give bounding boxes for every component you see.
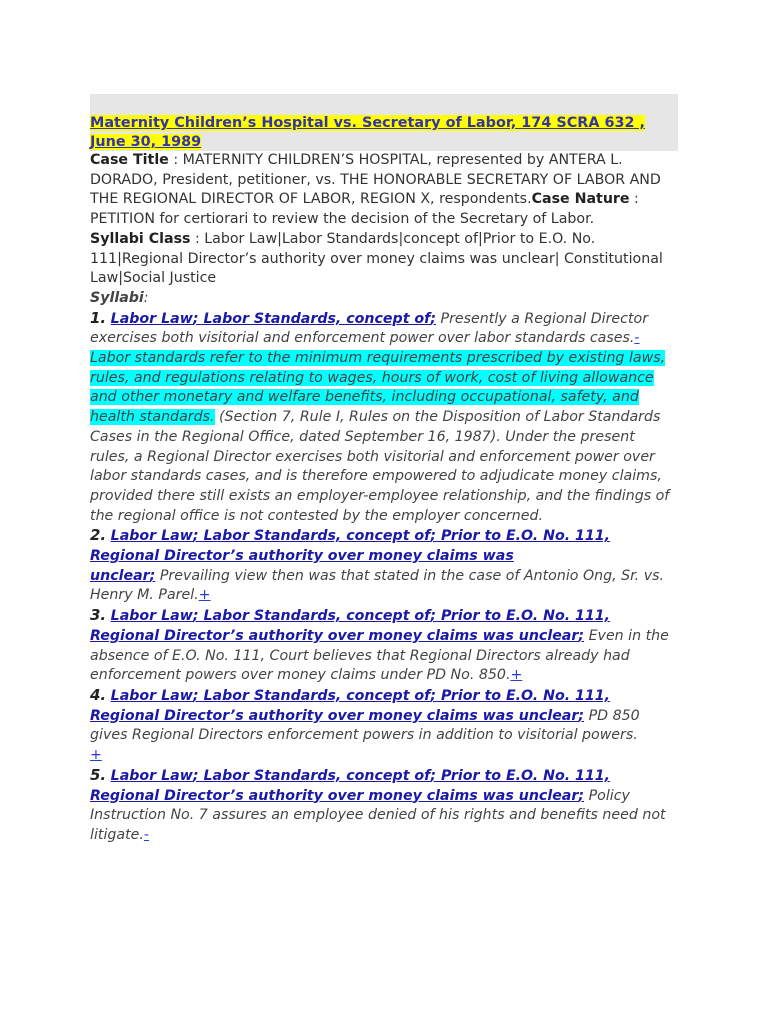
case-body bbox=[90, 151, 678, 846]
link-labor-law[interactable]: Labor Law bbox=[110, 687, 193, 704]
link-prior-eo-111[interactable]: Prior to E.O. No. 111, bbox=[436, 687, 611, 704]
item-detail: (Section 7, Rule I, Rules on the Disposition of Labor Standards Cases in the Regional Office, dated September 16, 1987). Under the present rules, a Regional Director exercises both visitorial and enforcement power over labor standards cases, and is therefore empowered to adjudicate money claims, provided there still exists an employer-employee relationship, and the findings of the regional office is not contested by the employer concerned. bbox=[90, 409, 670, 524]
link-separator[interactable]: ; bbox=[192, 767, 199, 784]
syllabus-item-2 bbox=[90, 526, 678, 606]
link-labor-law[interactable]: Labor Law bbox=[110, 310, 193, 327]
syllabi-heading bbox=[90, 289, 678, 309]
link-separator[interactable]: ; bbox=[192, 310, 199, 327]
syllabus-item-4 bbox=[90, 686, 678, 766]
collapse-toggle[interactable]: - bbox=[634, 330, 640, 347]
syllabi-class-label: Syllabi Class bbox=[90, 230, 191, 247]
link-separator[interactable]: ; bbox=[192, 528, 199, 545]
case-title-text: : MATERNITY CHILDREN’S HOSPITAL, represented by ANTERA L. DORADO, President, petitioner, vs. THE HONORABLE SECRETARY OF LABOR AND THE REGIONAL DIRECTOR OF LABOR, REGION X, respondents. bbox=[90, 152, 661, 208]
syllabi-label: Syllabi bbox=[90, 289, 144, 306]
link-labor-standards[interactable]: Labor Standards, concept of bbox=[198, 767, 431, 784]
item-summary: PD 850 gives Regional Directors enforcement powers in addition to visitorial powers. bbox=[90, 707, 640, 744]
item-number: 3. bbox=[90, 606, 107, 625]
link-labor-standards[interactable]: Labor Standards, concept of bbox=[198, 608, 431, 625]
syllabus-item-3 bbox=[90, 606, 678, 686]
syllabus-item-5 bbox=[90, 766, 678, 846]
link-separator[interactable]: ; bbox=[578, 707, 585, 724]
syllabi-class-text: : Labor Law|Labor Standards|concept of|Prior to E.O. No. 111|Regional Director’s authority over money claims was unclear| Constitutional Law|Social Justice bbox=[90, 230, 663, 287]
case-heading-line1: Maternity Children’s Hospital vs. Secretary of Labor, 174 SCRA 632 , bbox=[90, 115, 646, 131]
link-separator[interactable]: ; bbox=[149, 567, 156, 584]
link-separator[interactable]: ; bbox=[578, 627, 585, 644]
highlighted-definition: Labor standards refer to the minimum requirements prescribed by existing laws, rules, and regulations relating to wages, hours of work, cost of living allowance and other monetary and welfare benefits, including occupational, safety, and health standards. bbox=[90, 350, 666, 426]
item-summary: Even in the absence of E.O. No. 111, Court believes that Regional Directors already had enforcement powers over money claims under PD No. 850. bbox=[90, 627, 669, 684]
item-summary: Presently a Regional Director exercises both visitorial and enforcement power over labor standards cases. bbox=[90, 310, 649, 347]
link-regional-director-cont[interactable]: unclear bbox=[90, 567, 150, 584]
link-separator[interactable]: ; bbox=[430, 608, 437, 625]
syllabi-class-paragraph bbox=[90, 230, 678, 289]
collapse-toggle[interactable]: - bbox=[143, 826, 150, 843]
case-heading-line2: June 30, 1989 bbox=[90, 134, 202, 150]
syllabi-colon: : bbox=[143, 289, 149, 306]
case-title-paragraph bbox=[90, 151, 678, 230]
link-regional-director[interactable]: Regional Director’s authority over money claims was unclear bbox=[90, 707, 579, 724]
link-separator[interactable]: ; bbox=[430, 528, 437, 545]
link-regional-director[interactable]: Regional Director’s authority over money claims was bbox=[90, 548, 514, 565]
link-prior-eo-111[interactable]: Prior to E.O. No. 111, bbox=[436, 767, 611, 784]
item-summary: Prevailing view then was that stated in the case of Antonio Ong, Sr. vs. Henry M. Parel. bbox=[90, 567, 664, 604]
case-document bbox=[90, 94, 678, 846]
item-number: 1. bbox=[90, 308, 107, 327]
link-separator[interactable]: ; bbox=[578, 787, 585, 804]
syllabus-item-1 bbox=[90, 309, 678, 527]
link-separator[interactable]: ; bbox=[430, 310, 437, 327]
link-prior-eo-111[interactable]: Prior to E.O. No. 111, bbox=[436, 608, 611, 625]
case-nature-label: Case Nature bbox=[531, 191, 630, 208]
item-number: 4. bbox=[90, 685, 107, 704]
item-number: 5. bbox=[90, 765, 107, 784]
link-labor-standards[interactable]: Labor Standards, concept of bbox=[198, 528, 431, 545]
link-separator[interactable]: ; bbox=[430, 687, 437, 704]
link-regional-director[interactable]: Regional Director’s authority over money claims was unclear bbox=[90, 627, 579, 644]
link-separator[interactable]: ; bbox=[430, 767, 437, 784]
expand-toggle[interactable]: + bbox=[90, 747, 102, 764]
link-labor-standards[interactable]: Labor Standards, concept of bbox=[198, 687, 431, 704]
link-separator[interactable]: ; bbox=[192, 687, 199, 704]
case-nature-text: : PETITION for certiorari to review the decision of the Secretary of Labor. bbox=[90, 191, 639, 228]
link-labor-law[interactable]: Labor Law bbox=[110, 767, 193, 784]
item-summary: Policy Instruction No. 7 assures an employee denied of his rights and benefits need not litigate. bbox=[90, 787, 666, 843]
item-number: 2. bbox=[90, 526, 107, 545]
link-regional-director[interactable]: Regional Director’s authority over money claims was unclear bbox=[90, 787, 579, 804]
link-labor-law[interactable]: Labor Law bbox=[110, 528, 193, 545]
case-heading bbox=[90, 114, 645, 152]
case-title-label: Case Title bbox=[90, 152, 169, 168]
link-prior-eo-111[interactable]: Prior to E.O. No. 111, bbox=[436, 528, 611, 545]
link-labor-law[interactable]: Labor Law bbox=[110, 608, 193, 625]
expand-toggle[interactable]: + bbox=[510, 667, 523, 684]
title-band bbox=[90, 94, 678, 151]
expand-toggle[interactable]: + bbox=[198, 587, 211, 604]
link-separator[interactable]: ; bbox=[192, 608, 199, 625]
link-labor-standards[interactable]: Labor Standards, concept of bbox=[198, 310, 431, 327]
